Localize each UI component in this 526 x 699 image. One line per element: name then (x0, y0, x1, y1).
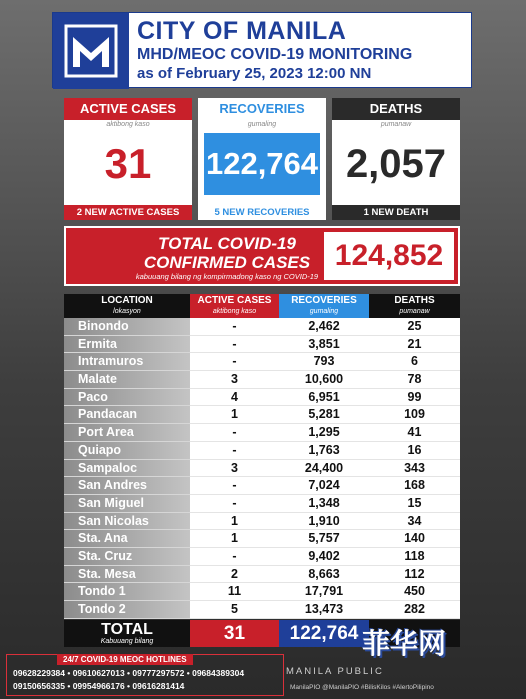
cell-recoveries: 1,763 (279, 442, 369, 460)
cell-recoveries: 5,757 (279, 530, 369, 548)
deaths-footer: 1 NEW DEATH (332, 205, 460, 220)
cell-deaths: 21 (369, 336, 460, 354)
cell-location: Sta. Cruz (64, 548, 190, 566)
cell-location: Sta. Ana (64, 530, 190, 548)
cell-location: Paco (64, 389, 190, 407)
cell-location: Malate (64, 371, 190, 389)
total-line1: TOTAL COVID-19 (158, 234, 296, 253)
cell-active: - (190, 353, 279, 371)
cell-location: San Andres (64, 477, 190, 495)
table-row (64, 371, 460, 389)
cell-deaths: 109 (369, 406, 460, 424)
total-line2: CONFIRMED CASES (143, 253, 311, 272)
hotline-numbers (13, 667, 244, 693)
cell-location: Port Area (64, 424, 190, 442)
cell-location: Tondo 2 (64, 601, 190, 619)
total-confirmed-box (64, 226, 460, 286)
table-row (64, 530, 460, 548)
cell-deaths: 6 (369, 353, 460, 371)
table-row (64, 601, 460, 619)
table-row (64, 336, 460, 354)
cell-recoveries: 6,951 (279, 389, 369, 407)
as-of-date: as of February 25, 2023 12:00 NN (137, 65, 372, 82)
cell-active: 3 (190, 460, 279, 478)
recoveries-title: RECOVERIES (219, 101, 305, 116)
table-header (64, 294, 460, 318)
monitoring-subtitle: MHD/MEOC COVID-19 MONITORING (137, 46, 413, 63)
cell-location: Sta. Mesa (64, 566, 190, 584)
cell-deaths: 41 (369, 424, 460, 442)
cell-deaths: 343 (369, 460, 460, 478)
city-title: CITY OF MANILA (137, 17, 347, 45)
header-recoveries-label: RECOVERIES (291, 295, 357, 306)
cell-location: Tondo 1 (64, 583, 190, 601)
total-active-value: 31 (190, 620, 279, 647)
cell-active: - (190, 495, 279, 513)
cell-active: 5 (190, 601, 279, 619)
cell-location: Binondo (64, 318, 190, 336)
social-handles: ManilaPIO @ManilaPIO #BilisKilos #AlertoPilipino (290, 684, 434, 691)
cell-recoveries: 1,910 (279, 513, 369, 531)
cell-deaths: 140 (369, 530, 460, 548)
cell-active: 11 (190, 583, 279, 601)
cell-location: Ermita (64, 336, 190, 354)
header-active (190, 294, 279, 318)
cell-recoveries: 17,791 (279, 583, 369, 601)
total-row-sub: Kabuuang bilang (100, 638, 154, 645)
cell-recoveries: 2,462 (279, 318, 369, 336)
header-banner (52, 12, 472, 88)
header-active-label: ACTIVE CASES (197, 295, 272, 306)
header-active-sub: aktibong kaso (212, 308, 257, 315)
cell-active: 1 (190, 530, 279, 548)
active-cases-footer: 2 NEW ACTIVE CASES (64, 205, 192, 220)
table-body (64, 318, 460, 619)
cell-deaths: 450 (369, 583, 460, 601)
cell-recoveries: 8,663 (279, 566, 369, 584)
cell-location: Quiapo (64, 442, 190, 460)
cell-active: 1 (190, 406, 279, 424)
cell-active: - (190, 318, 279, 336)
active-cases-title: ACTIVE CASES (64, 98, 192, 120)
header-location-sub: lokasyon (113, 308, 141, 315)
cell-deaths: 168 (369, 477, 460, 495)
active-cases-card (64, 98, 192, 220)
cell-recoveries: 9,402 (279, 548, 369, 566)
recoveries-sub: gumaling (247, 121, 277, 128)
cell-recoveries: 793 (279, 353, 369, 371)
hotline-line1: 09628229384 • 09610627013 • 09777297572 • 09684389304 (13, 668, 245, 678)
deaths-card (332, 98, 460, 220)
header-deaths-sub: pumanaw (399, 308, 430, 315)
table-row (64, 389, 460, 407)
cell-recoveries: 24,400 (279, 460, 369, 478)
cell-deaths: 25 (369, 318, 460, 336)
header-location (64, 294, 190, 318)
cell-location: Pandacan (64, 406, 190, 424)
cell-recoveries: 3,851 (279, 336, 369, 354)
table-row (64, 442, 460, 460)
recoveries-card (198, 98, 326, 220)
active-cases-value: 31 (104, 140, 152, 187)
cell-location: San Nicolas (64, 513, 190, 531)
cell-deaths: 99 (369, 389, 460, 407)
header-recoveries (279, 294, 369, 318)
cell-active: - (190, 424, 279, 442)
cell-deaths: 34 (369, 513, 460, 531)
table-row (64, 318, 460, 336)
total-confirmed-sub: kabuuang bilang ng kompirmadong kaso ng COVID-19 (135, 272, 319, 281)
cell-active: 2 (190, 566, 279, 584)
cell-active: - (190, 548, 279, 566)
table-row (64, 460, 460, 478)
header-deaths (369, 294, 460, 318)
table-row (64, 566, 460, 584)
hotline-title: 24/7 COVID-19 MEOC HOTLINES (57, 654, 193, 665)
cell-deaths: 15 (369, 495, 460, 513)
deaths-value: 2,057 (345, 142, 447, 186)
table-row (64, 495, 460, 513)
cell-deaths: 16 (369, 442, 460, 460)
cell-active: 3 (190, 371, 279, 389)
total-row-label: TOTAL (101, 621, 153, 638)
location-table (64, 294, 460, 619)
recoveries-footer: 5 NEW RECOVERIES (198, 205, 326, 220)
header-recoveries-sub: gumaling (309, 308, 339, 315)
cell-location: San Miguel (64, 495, 190, 513)
header-deaths-label: DEATHS (394, 295, 435, 306)
cell-deaths: 282 (369, 601, 460, 619)
recoveries-value: 122,764 (204, 133, 320, 195)
header-location-label: LOCATION (101, 295, 153, 306)
total-recoveries-value: 122,764 (279, 620, 369, 647)
cell-recoveries: 7,024 (279, 477, 369, 495)
deaths-title: DEATHS (332, 98, 460, 120)
cell-recoveries: 1,348 (279, 495, 369, 513)
cell-deaths: 118 (369, 548, 460, 566)
manila-logo-icon (53, 13, 129, 89)
cell-deaths: 78 (369, 371, 460, 389)
cell-recoveries: 10,600 (279, 371, 369, 389)
cell-recoveries: 5,281 (279, 406, 369, 424)
watermark-logo: 菲华网 (362, 628, 447, 659)
cell-location: Sampaloc (64, 460, 190, 478)
table-row (64, 353, 460, 371)
hotline-box (6, 654, 284, 696)
cell-active: - (190, 336, 279, 354)
table-row (64, 406, 460, 424)
cell-deaths: 112 (369, 566, 460, 584)
table-row (64, 424, 460, 442)
total-label-cell (64, 620, 190, 647)
cell-recoveries: 13,473 (279, 601, 369, 619)
cell-recoveries: 1,295 (279, 424, 369, 442)
active-cases-sub: aktibong kaso (106, 121, 150, 128)
cell-active: - (190, 477, 279, 495)
total-confirmed-value: 124,852 (324, 232, 454, 280)
table-row (64, 513, 460, 531)
cell-active: 1 (190, 513, 279, 531)
cell-active: - (190, 442, 279, 460)
table-row (64, 548, 460, 566)
table-row (64, 583, 460, 601)
cell-active: 4 (190, 389, 279, 407)
deaths-sub: pumanaw (380, 121, 412, 128)
manila-pio-label: MANILA PUBLIC (286, 666, 384, 677)
table-row (64, 477, 460, 495)
hotline-line2: 09150656335 • 09954966176 • 09616281414 (13, 681, 185, 691)
cell-location: Intramuros (64, 353, 190, 371)
